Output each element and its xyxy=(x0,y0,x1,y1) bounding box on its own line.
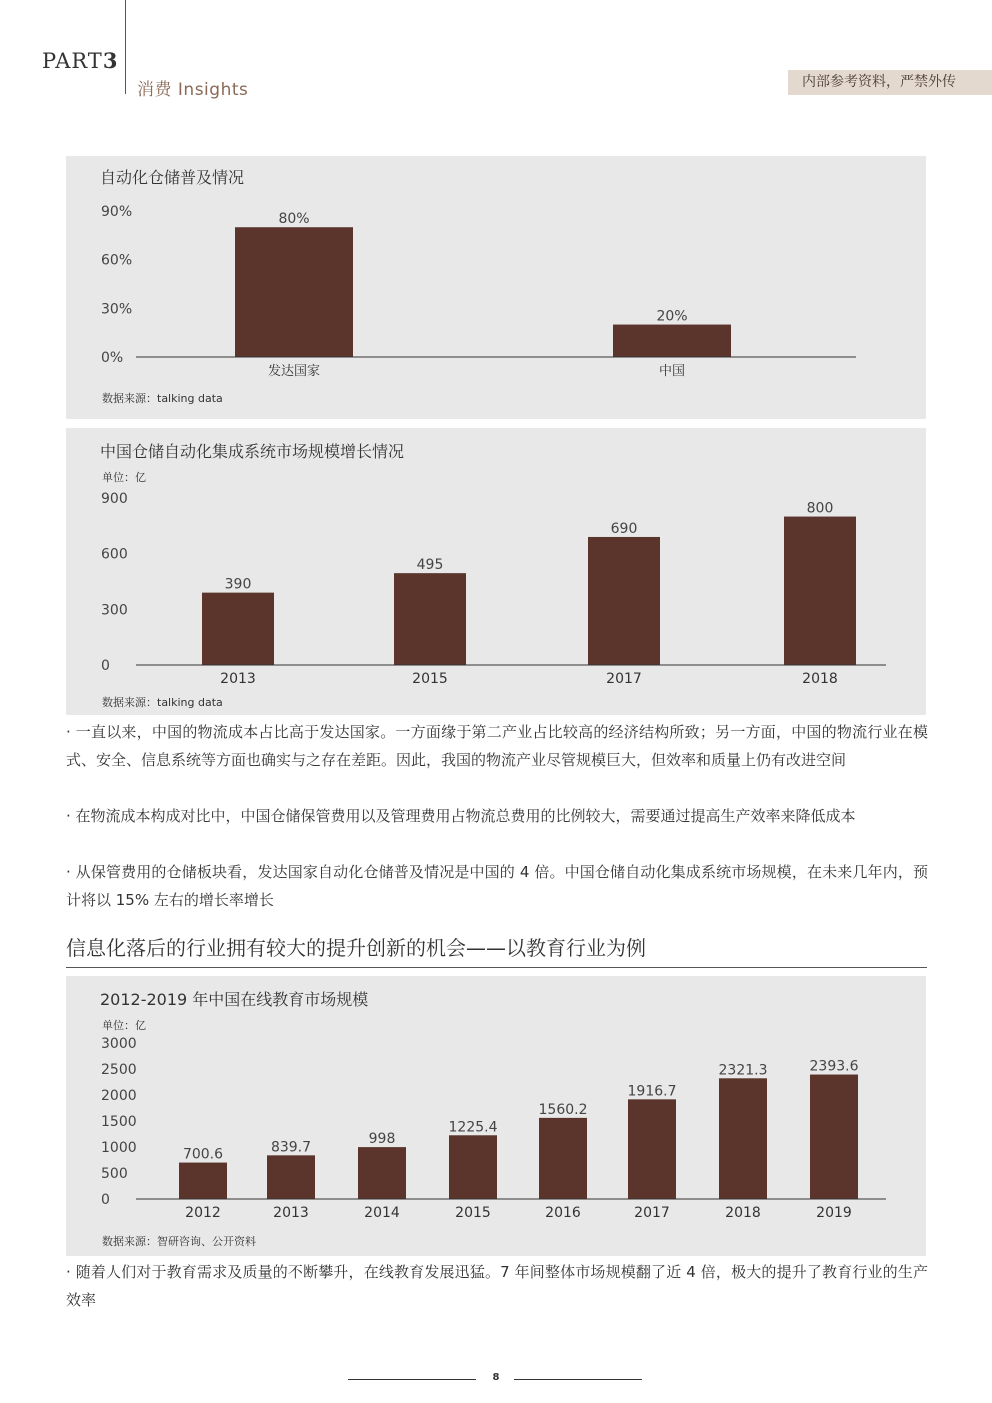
footer-rule-left xyxy=(348,1379,476,1380)
bar xyxy=(588,537,660,665)
data-label: 700.6 xyxy=(182,1146,224,1163)
chart-source: 数据来源：智研咨询、公开资料 xyxy=(102,1235,256,1248)
data-label: 800 xyxy=(806,500,834,517)
y-tick-label: 30% xyxy=(101,301,133,318)
footer-rule-right xyxy=(514,1379,642,1380)
x-tick-label: 2016 xyxy=(545,1205,581,1221)
page-number: 8 xyxy=(492,1372,500,1383)
y-tick-label: 2500 xyxy=(101,1062,137,1078)
x-tick-label: 2014 xyxy=(364,1205,400,1221)
paragraph-logistics-cost: · 一直以来，中国的物流成本占比高于发达国家。一方面缘于第二产业占比较高的经济结构所致；另一方面，中国的物流行业在模式、安全、信息系统等方面也确实与之存在差距。因此，我国的物流产业尽管规模巨大，但效率和质量上仍有改进空间 xyxy=(66,723,928,769)
y-tick-label: 2000 xyxy=(101,1088,137,1104)
data-label: 495 xyxy=(416,557,444,574)
data-label: 20% xyxy=(656,308,688,325)
chart-unit: 单位：亿 xyxy=(102,471,146,484)
data-label: 2393.6 xyxy=(809,1058,859,1075)
y-tick-label: 600 xyxy=(101,546,128,563)
data-label: 2321.3 xyxy=(718,1062,768,1079)
y-tick-label: 0% xyxy=(101,350,124,366)
chart-title: 中国仓储自动化集成系统市场规模增长情况 xyxy=(100,442,405,461)
x-tick-label: 2018 xyxy=(725,1205,761,1221)
y-tick-label: 1500 xyxy=(101,1114,137,1130)
data-label: 1225.4 xyxy=(448,1119,498,1136)
chart-source: 数据来源：talking data xyxy=(102,392,223,405)
x-tick-label: 2015 xyxy=(412,671,448,687)
bar xyxy=(449,1135,497,1199)
bar xyxy=(394,573,466,665)
x-tick-label: 2012 xyxy=(185,1205,221,1221)
x-tick-label: 2017 xyxy=(634,1205,670,1221)
bar xyxy=(539,1118,587,1199)
bar xyxy=(358,1147,406,1199)
y-tick-label: 1000 xyxy=(101,1140,137,1156)
chart-online-education xyxy=(66,976,926,1256)
chart-panel-warehouse-market xyxy=(66,428,926,715)
y-tick-label: 900 xyxy=(101,491,128,507)
x-tick-label: 2019 xyxy=(816,1205,852,1221)
paragraph-storage-growth: · 从保管费用的仓储板块看，发达国家自动化仓储普及情况是中国的 4 倍。中国仓储自动化集成系统市场规模，在未来几年内，预计将以 15% 左右的增长率增长 xyxy=(66,863,928,909)
x-tick-label: 2015 xyxy=(455,1205,491,1221)
section-heading-rule xyxy=(66,967,927,968)
paragraph-online-education: · 随着人们对于教育需求及质量的不断攀升，在线教育发展迅猛。7 年间整体市场规模翻了近 4 倍，极大的提升了教育行业的生产效率 xyxy=(66,1263,928,1309)
part-label xyxy=(42,48,118,73)
chart-unit: 单位：亿 xyxy=(102,1019,146,1032)
data-label: 1916.7 xyxy=(627,1083,677,1100)
data-label: 1560.2 xyxy=(538,1101,588,1118)
x-tick-label: 2017 xyxy=(606,671,642,687)
data-label: 80% xyxy=(278,211,310,228)
paragraph-cost-structure: · 在物流成本构成对比中，中国仓储保管费用以及管理费用占物流总费用的比例较大，需要通过提高生产效率来降低成本 xyxy=(66,807,856,825)
confidential-notice: 内部参考资料，严禁外传 xyxy=(788,70,992,95)
bar xyxy=(810,1075,858,1199)
y-tick-label: 0 xyxy=(101,1192,110,1208)
chart-warehouse-automation xyxy=(66,156,926,419)
bar xyxy=(784,517,856,665)
bar xyxy=(179,1163,227,1199)
data-label: 998 xyxy=(368,1131,396,1148)
bar xyxy=(719,1078,767,1199)
chart-warehouse-market xyxy=(66,428,926,715)
y-tick-label: 0 xyxy=(101,658,110,674)
section-heading: 信息化落后的行业拥有较大的提升创新的机会——以教育行业为例 xyxy=(66,936,646,960)
chart-panel-online-education xyxy=(66,976,926,1256)
x-tick-label: 2013 xyxy=(273,1205,309,1221)
header-divider xyxy=(125,0,126,94)
y-tick-label: 90% xyxy=(101,204,133,220)
part-prefix: PART xyxy=(42,49,103,73)
y-tick-label: 500 xyxy=(101,1166,128,1182)
x-tick-label: 2018 xyxy=(802,671,838,687)
x-tick-label: 发达国家 xyxy=(267,364,321,379)
bar xyxy=(267,1155,315,1199)
y-tick-label: 3000 xyxy=(101,1036,137,1052)
chart-title: 自动化仓储普及情况 xyxy=(100,168,245,187)
data-label: 839.7 xyxy=(270,1139,312,1156)
bar xyxy=(202,593,274,665)
bar xyxy=(235,227,353,357)
bar xyxy=(628,1099,676,1199)
chart-source: 数据来源：talking data xyxy=(102,696,223,709)
chart-title: 2012-2019 年中国在线教育市场规模 xyxy=(100,990,369,1009)
chart-panel-warehouse-automation xyxy=(66,156,926,419)
section-subtitle: 消费 Insights xyxy=(137,80,249,100)
data-label: 390 xyxy=(224,576,252,593)
bar xyxy=(613,325,731,357)
part-number: 3 xyxy=(102,48,119,73)
y-tick-label: 300 xyxy=(101,602,128,619)
data-label: 690 xyxy=(610,520,638,537)
y-tick-label: 60% xyxy=(101,252,133,269)
x-tick-label: 中国 xyxy=(658,364,686,379)
x-tick-label: 2013 xyxy=(220,671,256,687)
